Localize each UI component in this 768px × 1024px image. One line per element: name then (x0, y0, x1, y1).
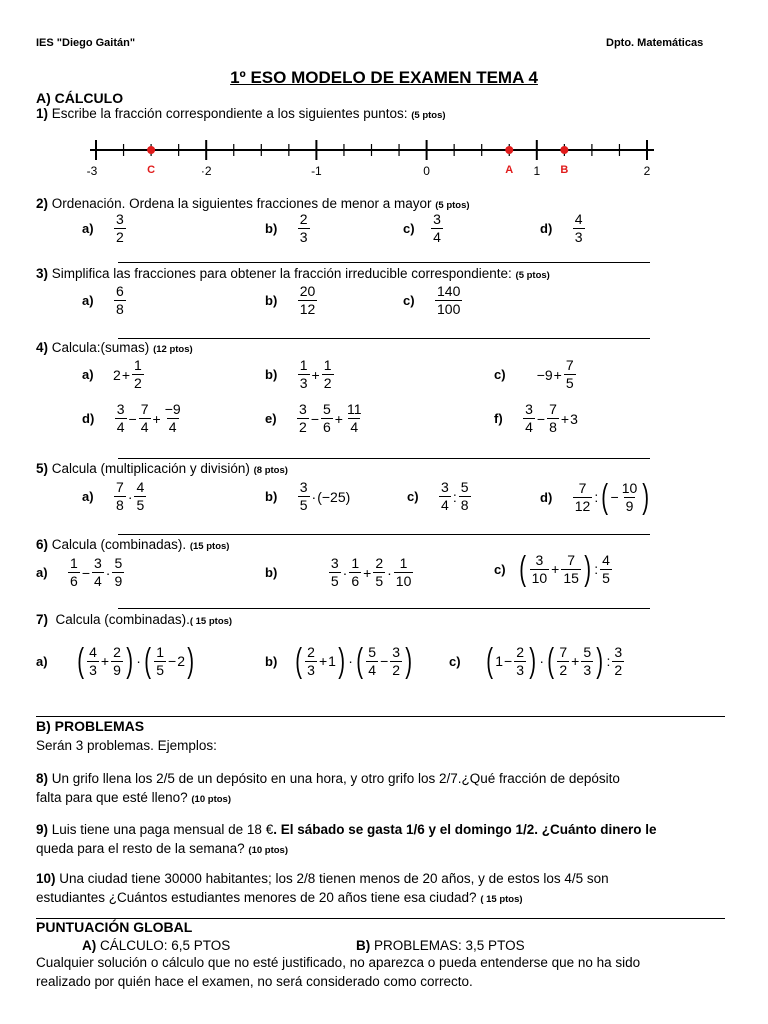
q3-item-b: b) $\frac{20}{12}$ (265, 283, 316, 317)
number-line (80, 136, 670, 182)
point-label-b: B (560, 164, 569, 176)
question-5: 5) Calcula (multiplicación y división) (8 ptos) (36, 461, 288, 476)
point-label-a: A (505, 164, 514, 176)
q6-item-c: c) ( $\frac{3}{10}$ + $\frac{7}{15}$ ) : $\frac{4}{5}$ (494, 550, 610, 588)
point-a (505, 146, 513, 154)
q4-item-a: a) 2 + $\frac{1}{2}$ (82, 357, 142, 391)
answer-line (118, 338, 650, 339)
section-a-heading: A) CÁLCULO (36, 90, 124, 106)
section-b-heading: B) PROBLEMAS (36, 718, 145, 734)
tick-label: -3 (86, 164, 98, 178)
global-score-heading: PUNTUACIÓN GLOBAL (36, 919, 193, 935)
department-name: Dpto. Matemáticas (606, 37, 704, 49)
q5-item-d: d) $\frac{7}{12}$ : ( − $\frac{10}{9}$ ) (540, 478, 650, 516)
q4-item-f: f) $\frac{3}{4}$ − $\frac{7}{8}$ + 3 (494, 401, 578, 435)
question-1: 1) Escribe la fracción correspondiente a los siguientes puntos: (5 ptos) (36, 106, 446, 121)
q4-item-c: c) −9 + $\frac{7}{5}$ (494, 357, 574, 391)
point-label-c: C (147, 164, 156, 176)
question-6: 6) Calcula (combinadas). (15 ptos) (36, 537, 230, 552)
q2-item-b: b) $\frac{2}{3}$ (265, 211, 308, 245)
score-calculo: A) CÁLCULO: 6,5 PTOS (82, 938, 231, 953)
tick-label: 0 (423, 164, 430, 178)
problem-10: 10) Una ciudad tiene 30000 habitantes; los 2/8 tienen menos de 20 años, y de estos los 4/5 son estudiantes ¿Cuántos estudiantes menores de 20 años tiene esa ciudad? ( 15 ptos) (36, 871, 609, 905)
answer-line (118, 262, 650, 263)
answer-line (118, 534, 650, 535)
question-3: 3) Simplifica las fracciones para obtener la fracción irreducible correspondiente: (5 ptos) (36, 266, 550, 281)
q7-item-b: b) ( $\frac{2}{3}$ + 1 ) · ( $\frac{5}{4}$ − $\frac{3}{2}$ ) (265, 642, 413, 680)
question-7: 7) Calcula (combinadas).( 15 ptos) (36, 612, 233, 627)
q6-item-a: a) $\frac{1}{6}$ − $\frac{3}{4}$ · $\frac{5}{9}$ (36, 555, 123, 589)
exam-title: 1º ESO MODELO DE EXAMEN TEMA 4 (230, 68, 538, 87)
q4-item-e: e) $\frac{3}{2}$ − $\frac{5}{6}$ + $\frac{11}{4}$ (265, 401, 362, 435)
q3-item-c: c) $\frac{140}{100}$ (403, 283, 461, 317)
q4-item-b: b) $\frac{1}{3}$ + $\frac{1}{2}$ (265, 357, 332, 391)
point-b (560, 146, 568, 154)
q6-item-b: b) $\frac{3}{5}$ · $\frac{1}{6}$ + $\frac{2}{5}$ · $\frac{1}{10}$ (265, 555, 412, 589)
q7-item-a: a) ( $\frac{4}{3}$ + $\frac{2}{9}$ ) · ( $\frac{1}{5}$ − 2 ) (36, 642, 195, 680)
tick-label: 2 (643, 164, 651, 178)
point-c (147, 146, 155, 154)
tick-label: 1 (533, 164, 541, 178)
problem-8: 8) Un grifo llena los 2/5 de un depósito en una hora, y otro grifo los 2/7.¿Qué fracción de depósito falta para que esté lleno? (10 ptos) (36, 771, 620, 805)
q3-item-a: a) $\frac{6}{8}$ (82, 283, 124, 317)
q4-item-d: d) $\frac{3}{4}$ − $\frac{7}{4}$ + $\frac{-9}{4}$ (82, 401, 181, 435)
q7-item-c: c) ( 1 − $\frac{2}{3}$ ) · ( $\frac{7}{2}$ + $\frac{5}{3}$ ) : $\frac{3}{2}$ (449, 642, 623, 680)
problems-intro: Serán 3 problemas. Ejemplos: (36, 738, 217, 753)
q2-item-c: c) $\frac{3}{4}$ (403, 211, 441, 245)
grading-note: Cualquier solución o cálculo que no esté justificado, no aparezca o pueda entenderse que no ha sido realizado por quién hace el examen, no será considerado como correcto. (36, 955, 641, 989)
tick-label: -1 (311, 164, 322, 178)
answer-line (118, 608, 650, 609)
section-divider (36, 716, 725, 717)
school-name: IES "Diego Gaitán" (36, 37, 136, 49)
q5-item-a: a) $\frac{7}{8}$ · $\frac{4}{5}$ (82, 479, 145, 513)
answer-line (118, 458, 650, 459)
q5-item-c: c) $\frac{3}{4}$ : $\frac{5}{8}$ (407, 479, 469, 513)
q2-item-a: a) $\frac{3}{2}$ (82, 211, 124, 245)
question-2: 2) Ordenación. Ordena la siguientes fracciones de menor a mayor (5 ptos) (36, 196, 470, 211)
question-4: 4) Calcula:(sumas) (12 ptos) (36, 340, 193, 355)
score-problemas: B) PROBLEMAS: 3,5 PTOS (356, 938, 525, 953)
problem-9: 9) Luis tiene una paga mensual de 18 €. El sábado se gasta 1/6 y el domingo 1/2. ¿Cuánto dinero le queda para el resto de la semana? (10 ptos) (36, 822, 657, 856)
tick-label: ·2 (200, 164, 212, 178)
q5-item-b: b) $\frac{3}{5}$ · (−25) (265, 479, 351, 513)
q2-item-d: d) $\frac{4}{3}$ (540, 211, 583, 245)
